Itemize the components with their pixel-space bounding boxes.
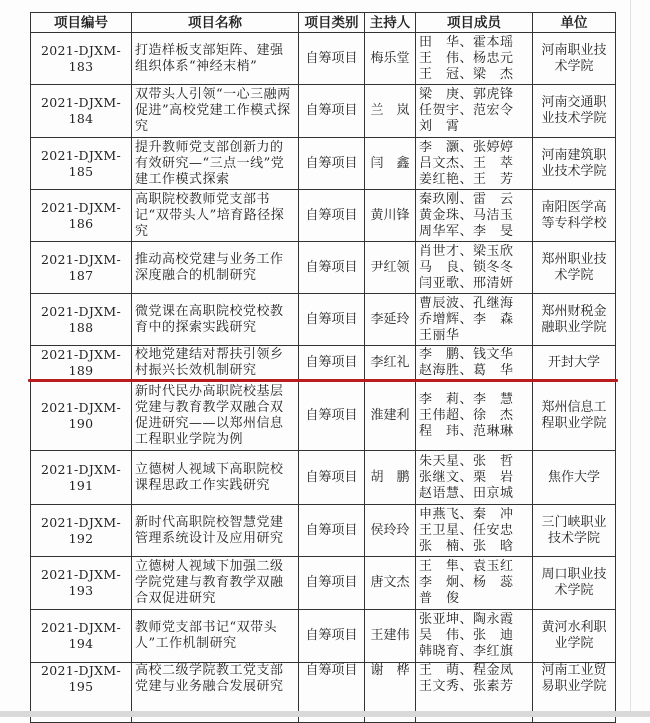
project-name: 打造样板支部矩阵、建强组织体系“神经末梢” — [132, 33, 299, 85]
project-unit: 焦作大学 — [533, 451, 616, 505]
table-row — [31, 138, 616, 190]
table-row — [31, 451, 616, 505]
project-type: 自筹项目 — [299, 346, 365, 381]
project-code: 2021-DJXM-185 — [31, 138, 132, 190]
project-unit: 周口职业技术学院 — [533, 557, 616, 610]
header-type: 项目类别 — [299, 13, 365, 33]
project-name: 校地党建结对帮扶引领乡村振兴长效机制研究 — [132, 346, 299, 381]
project-code: 2021-DJXM-193 — [31, 557, 132, 610]
project-unit: 开封大学 — [533, 346, 616, 381]
project-type: 自筹项目 — [299, 138, 365, 190]
project-name: 微党课在高职院校党校教育中的探索实践研究 — [132, 294, 299, 346]
project-code: 2021-DJXM-195 — [31, 663, 132, 723]
table-row — [31, 294, 616, 346]
project-name: 高职院校教师党支部书记“双带头人”培育路径探究 — [132, 190, 299, 242]
project-code: 2021-DJXM-189 — [31, 346, 132, 381]
project-type: 自筹项目 — [299, 505, 365, 557]
project-host: 尹红领 — [365, 242, 416, 294]
header-code: 项目编号 — [31, 13, 132, 33]
project-members: 曹辰波、孔继海 乔增辉、李 森 王丽华 — [416, 294, 533, 346]
table-row — [31, 381, 616, 451]
project-type: 自筹项目 — [299, 610, 365, 663]
project-unit: 郑州财税金融职业学院 — [533, 294, 616, 346]
project-members: 田 华、霍本瑶 王 伟、杨忠元 王 冠、梁 杰 — [416, 33, 533, 85]
project-type: 自筹项目 — [299, 294, 365, 346]
table-row — [31, 610, 616, 663]
project-host: 闫 鑫 — [365, 138, 416, 190]
project-table — [30, 12, 616, 723]
project-code: 2021-DJXM-191 — [31, 451, 132, 505]
bottom-bar — [0, 711, 650, 717]
header-name: 项目名称 — [132, 13, 299, 33]
project-members: 李 灏、张婷婷 吕文杰、王 萃 姜红艳、王 芳 — [416, 138, 533, 190]
project-members: 李 莉、李 慧 王伟超、徐 杰 程 玮、范琳琳 — [416, 381, 533, 451]
project-host: 李延玲 — [365, 294, 416, 346]
project-name: 提升教师党支部创新力的有效研究—“三点一线”党建工作模式探索 — [132, 138, 299, 190]
header-unit: 单位 — [533, 13, 616, 33]
project-host: 李红礼 — [365, 346, 416, 381]
project-unit: 郑州信息工程职业学院 — [533, 381, 616, 451]
project-unit: 河南工业贸易职业学院 — [533, 663, 616, 723]
project-members: 肖世才、梁玉欣 马 良、锁冬冬 闫亚歌、邢清妍 — [416, 242, 533, 294]
project-host: 胡 鹏 — [365, 451, 416, 505]
project-name: 高校二级学院教工党支部党建与业务融合发展研究 — [132, 663, 299, 723]
project-host: 侯玲玲 — [365, 505, 416, 557]
project-type: 自筹项目 — [299, 557, 365, 610]
project-type: 自筹项目 — [299, 663, 365, 723]
project-members: 张亚坤、陶永霞 吴 伟、张 迪 韩晓育、李红旗 — [416, 610, 533, 663]
project-host: 淮建利 — [365, 381, 416, 451]
project-unit: 三门峡职业技术学院 — [533, 505, 616, 557]
red-highlight-line — [28, 379, 618, 382]
project-host: 谢 桦 — [365, 663, 416, 723]
project-name: 教师党支部书记“双带头人”工作机制研究 — [132, 610, 299, 663]
project-type: 自筹项目 — [299, 381, 365, 451]
project-host: 兰 岚 — [365, 85, 416, 138]
project-host: 唐文杰 — [365, 557, 416, 610]
project-members: 王 隼、袁玉红 李 炯、杨 蕊 普 俊 — [416, 557, 533, 610]
project-unit: 黄河水利职业学院 — [533, 610, 616, 663]
project-members: 李 鹏、钱文华 赵海胜、葛 华 — [416, 346, 533, 381]
project-name: 新时代民办高职院校基层党建与教育教学双融合双促进研究——以郑州信息工程职业学院为例 — [132, 381, 299, 451]
project-members: 申燕飞、秦 冲 王卫星、任安忠 张 楠、张 晗 — [416, 505, 533, 557]
project-type: 自筹项目 — [299, 33, 365, 85]
project-code: 2021-DJXM-183 — [31, 33, 132, 85]
project-members: 朱天星、张 哲 张继文、栗 岩 赵语慧、田京城 — [416, 451, 533, 505]
project-members: 秦玖刚、雷 云 黄金珠、马洁玉 周华军、李 旻 — [416, 190, 533, 242]
page-edge — [630, 0, 631, 717]
project-type: 自筹项目 — [299, 451, 365, 505]
project-unit: 河南职业技术学院 — [533, 33, 616, 85]
table-row — [31, 346, 616, 381]
table-row — [31, 505, 616, 557]
project-name: 新时代高职院校智慧党建管理系统设计及应用研究 — [132, 505, 299, 557]
project-unit: 河南建筑职业技术学院 — [533, 138, 616, 190]
project-type: 自筹项目 — [299, 190, 365, 242]
project-members: 王 萌、程金凤 王文秀、张素芳 — [416, 663, 533, 723]
project-type: 自筹项目 — [299, 85, 365, 138]
project-name: 推动高校党建与业务工作深度融合的机制研究 — [132, 242, 299, 294]
header-members: 项目成员 — [416, 13, 533, 33]
project-host: 梅乐堂 — [365, 33, 416, 85]
project-code: 2021-DJXM-188 — [31, 294, 132, 346]
project-unit: 郑州职业技术学院 — [533, 242, 616, 294]
table-row — [31, 190, 616, 242]
project-name: 立德树人视域下加强二级学院党建与教育教学双融合双促进研究 — [132, 557, 299, 610]
table-row — [31, 33, 616, 85]
project-code: 2021-DJXM-187 — [31, 242, 132, 294]
table-header-row — [31, 13, 616, 33]
project-host: 王建伟 — [365, 610, 416, 663]
project-type: 自筹项目 — [299, 242, 365, 294]
project-code: 2021-DJXM-194 — [31, 610, 132, 663]
table-row — [31, 85, 616, 138]
project-members: 梁 庚、郭虎锋 任贺宇、范宏令 刘 霄 — [416, 85, 533, 138]
project-code: 2021-DJXM-184 — [31, 85, 132, 138]
project-unit: 河南交通职业技术学院 — [533, 85, 616, 138]
project-code: 2021-DJXM-190 — [31, 381, 132, 451]
table-row — [31, 557, 616, 610]
project-name: 双带头人引领“一心三融两促进”高校党建工作模式探究 — [132, 85, 299, 138]
table-row — [31, 242, 616, 294]
project-unit: 南阳医学高等专科学校 — [533, 190, 616, 242]
project-name: 立德树人视域下高职院校课程思政工作实践研究 — [132, 451, 299, 505]
project-code: 2021-DJXM-192 — [31, 505, 132, 557]
header-host: 主持人 — [365, 13, 416, 33]
project-host: 黄川锋 — [365, 190, 416, 242]
project-code: 2021-DJXM-186 — [31, 190, 132, 242]
